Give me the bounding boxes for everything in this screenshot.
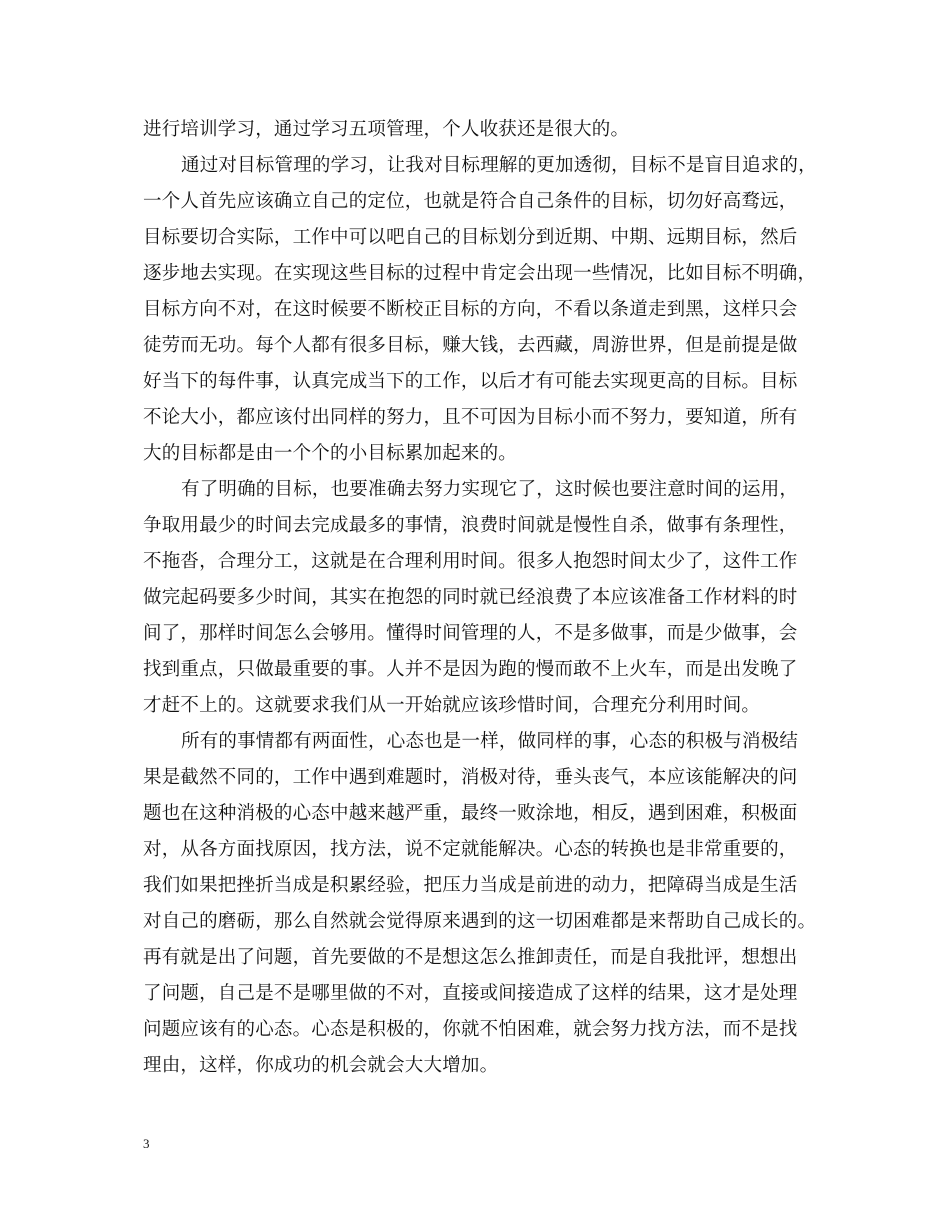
text-line: 不拖沓，合理分工，这就是在合理利用时间。很多人抱怨时间太少了，这件工作	[143, 551, 798, 572]
text-line: 找到重点，只做最重要的事。人并不是因为跑的慢而敢不上火车，而是出发晚了	[143, 659, 798, 680]
text-line: 目标要切合实际，工作中可以吧自己的目标划分到近期、中期、远期目标，然后	[143, 227, 798, 248]
text-line: 做完起码要多少时间，其实在抱怨的同时就已经浪费了本应该准备工作材料的时	[143, 587, 798, 608]
text-line: 再有就是出了问题，首先要做的不是想这怎么推卸责任，而是自我批评，想想出	[143, 947, 798, 968]
text-line: 好当下的每件事，认真完成当下的工作，以后才有可能去实现更高的目标。目标	[143, 371, 798, 392]
text-line: 对自己的磨砺，那么自然就会觉得原来遇到的这一切困难都是来帮助自己成长的。	[143, 911, 817, 932]
text-line: 一个人首先应该确立自己的定位，也就是符合自己条件的目标，切勿好高骛远，	[143, 191, 798, 212]
text-line: 所有的事情都有两面性，心态也是一样，做同样的事，心态的积极与消极结	[181, 731, 799, 752]
text-line: 有了明确的目标，也要准确去努力实现它了，这时候也要注意时间的运用，	[181, 479, 799, 500]
text-line: 题也在这种消极的心态中越来越严重，最终一败涂地，相反，遇到困难，积极面	[143, 803, 798, 824]
text-line: 了问题，自己是不是哪里做的不对，直接或间接造成了这样的结果，这才是处理	[143, 983, 798, 1004]
text-line: 争取用最少的时间去完成最多的事情，浪费时间就是慢性自杀，做事有条理性，	[143, 515, 798, 536]
text-line: 徒劳而无功。每个人都有很多目标，赚大钱，去西藏，周游世界，但是前提是做	[143, 335, 798, 356]
text-line: 理由，这样，你成功的机会就会大大增加。	[143, 1055, 499, 1076]
text-line: 我们如果把挫折当成是积累经验，把压力当成是前进的动力，把障碍当成是生活	[143, 875, 798, 896]
page-number: 3	[143, 1136, 150, 1151]
text-line: 才赶不上的。这就要求我们从一开始就应该珍惜时间，合理充分利用时间。	[143, 695, 761, 716]
text-line: 逐步地去实现。在实现这些目标的过程中肯定会出现一些情况，比如目标不明确，	[143, 263, 817, 284]
text-line: 通过对目标管理的学习，让我对目标理解的更加透彻，目标不是盲目追求的，	[181, 155, 817, 176]
text-line: 大的目标都是由一个个的小目标累加起来的。	[143, 443, 518, 464]
text-line: 对，从各方面找原因，找方法，说不定就能解决。心态的转换也是非常重要的，	[143, 839, 798, 860]
text-line: 进行培训学习，通过学习五项管理，个人收获还是很大的。	[143, 119, 630, 140]
text-line: 问题应该有的心态。心态是积极的，你就不怕困难，就会努力找方法，而不是找	[143, 1019, 798, 1040]
text-line: 目标方向不对，在这时候要不断校正目标的方向，不看以条道走到黑，这样只会	[143, 299, 798, 320]
text-line: 果是截然不同的，工作中遇到难题时，消极对待，垂头丧气，本应该能解决的问	[143, 767, 798, 788]
text-line: 不论大小，都应该付出同样的努力，且不可因为目标小而不努力，要知道，所有	[143, 407, 798, 428]
text-line: 间了，那样时间怎么会够用。懂得时间管理的人，不是多做事，而是少做事，会	[143, 623, 798, 644]
